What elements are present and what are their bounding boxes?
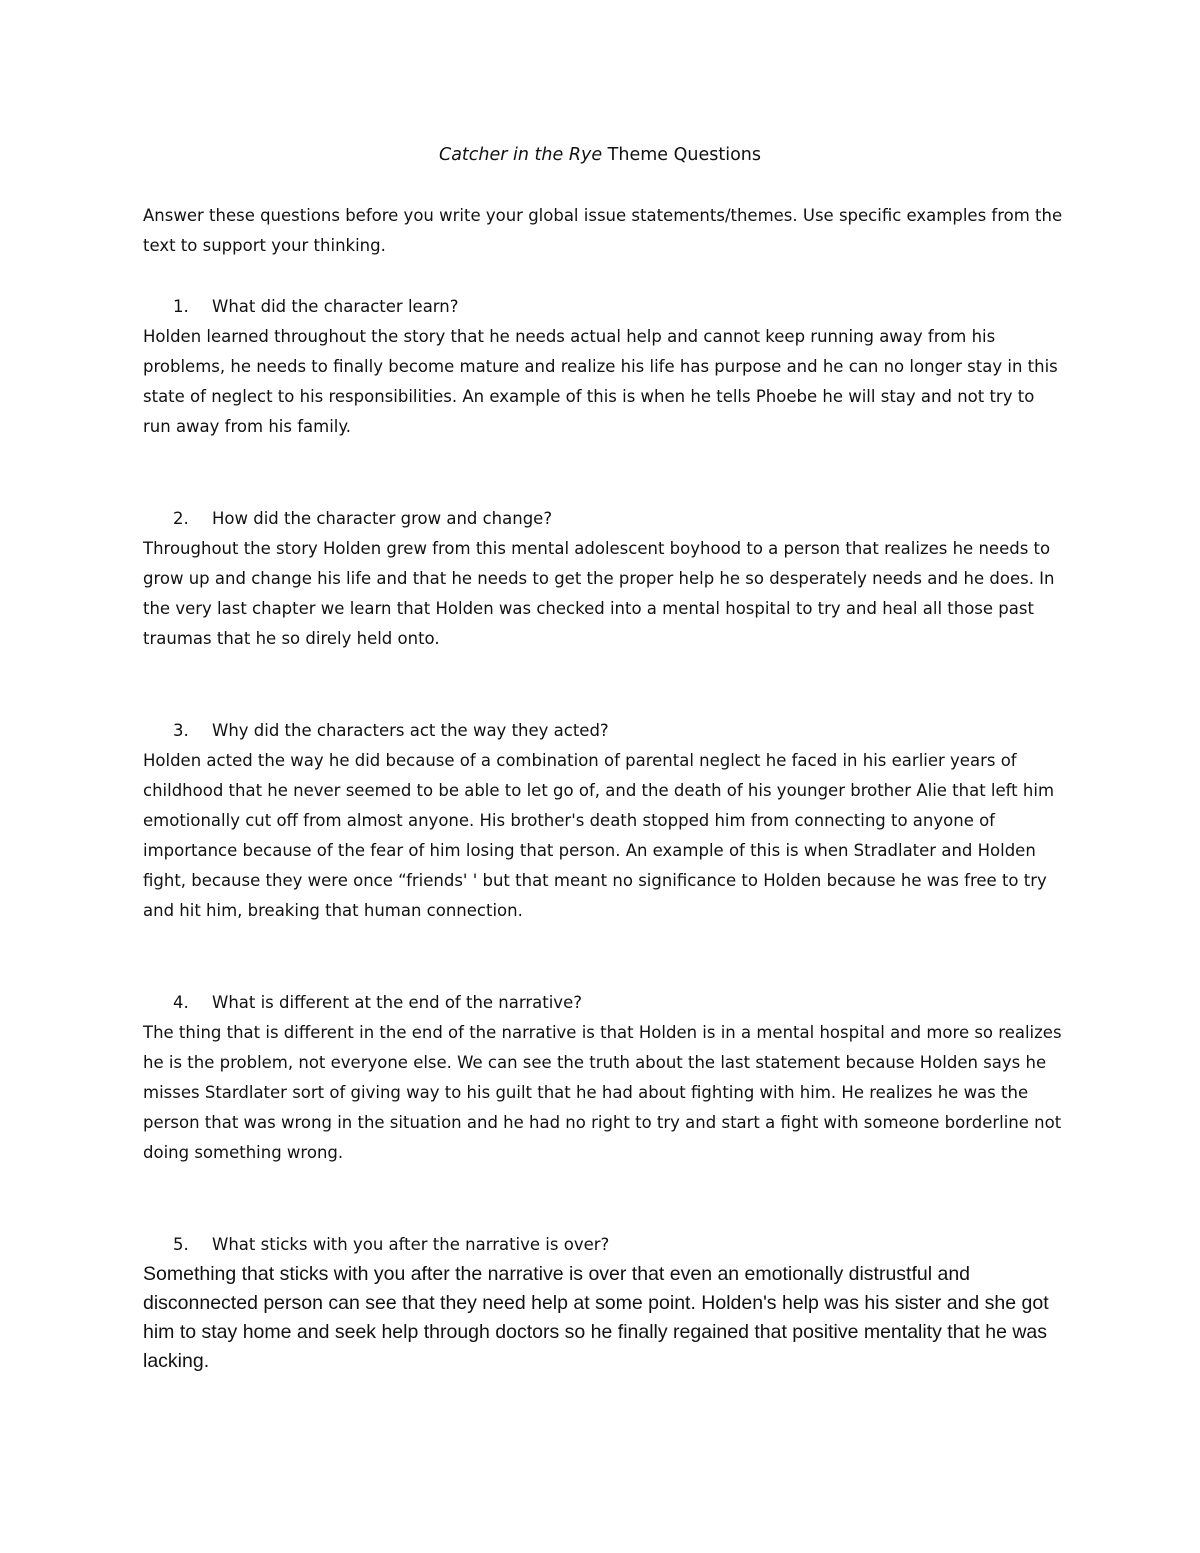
answer-paragraph-1: Holden learned throughout the story that he needs actual help and cannot keep running away from his problems, he needs to finally become mature and realize his life has purpose and he can no longer stay in this state of neglect to his responsibilities. An example of this is when he tells Phoebe he will stay and not try to run away from his family. <box>143 327 1058 436</box>
question-text: How did the character grow and change? <box>212 509 553 528</box>
question-number: 5. <box>173 1235 189 1254</box>
question-block-1 <box>143 292 1063 442</box>
answer-paragraph-3: Holden acted the way he did because of a combination of parental neglect he faced in his earlier years of childhood that he never seemed to be able to let go of, and the death of his younger brother Alie that left him emotionally cut off from almost anyone. His brother's death stopped him from connecting to anyone of importance because of the fear of him losing that person. An example of this is when Stradlater and Holden fight, because they were once “friends' ' but that meant no significance to Holden because he was free to try and hit him, breaking that human connection. <box>143 751 1055 920</box>
question-heading-2 <box>143 504 1063 534</box>
question-number: 3. <box>173 721 189 740</box>
answer-paragraph-5: Something that sticks with you after the narrative is over that even an emotionally distrustful and disconnected person can see that they need help at some point. Holden's help was his sister and she got him to stay home and seek help through doctors so he finally regained that positive mentality that he was lacking. <box>143 1263 1049 1372</box>
question-block-5 <box>143 1230 1063 1376</box>
question-block-2 <box>143 504 1063 654</box>
question-block-4 <box>143 988 1063 1168</box>
title-book-name: Catcher in the Rye <box>438 145 603 165</box>
question-text: Why did the characters act the way they acted? <box>212 721 609 740</box>
question-heading-1 <box>143 292 1063 322</box>
question-number: 4. <box>173 993 189 1012</box>
answer-paragraph-4: The thing that is different in the end of the narrative is that Holden is in a mental hospital and more so realizes he is the problem, not everyone else. We can see the truth about the last statement because Holden says he misses Stardlater sort of giving way to his guilt that he had about fighting with him. He realizes he was the person that was wrong in the situation and he had no right to try and start a fight with someone borderline not doing something wrong. <box>143 1023 1062 1162</box>
question-number: 1. <box>173 297 189 316</box>
answer-paragraph-2: Throughout the story Holden grew from this mental adolescent boyhood to a person that realizes he needs to grow up and change his life and that he needs to get the proper help he so desperately needs and he does. In the very last chapter we learn that Holden was checked into a mental hospital to try and heal all those past traumas that he so direly held onto. <box>143 539 1055 648</box>
question-heading-4 <box>143 988 1063 1018</box>
title-suffix: Theme Questions <box>602 145 761 165</box>
question-block-3 <box>143 716 1063 926</box>
question-heading-5 <box>143 1230 1063 1260</box>
question-text: What did the character learn? <box>212 297 459 316</box>
question-heading-3 <box>143 716 1063 746</box>
question-text: What is different at the end of the narrative? <box>212 993 582 1012</box>
question-number: 2. <box>173 509 189 528</box>
instructions-paragraph: Answer these questions before you write your global issue statements/themes. Use specific examples from the text to support your thinking. <box>143 206 1063 255</box>
question-text: What sticks with you after the narrative is over? <box>212 1235 610 1254</box>
document-title <box>0 140 1200 170</box>
